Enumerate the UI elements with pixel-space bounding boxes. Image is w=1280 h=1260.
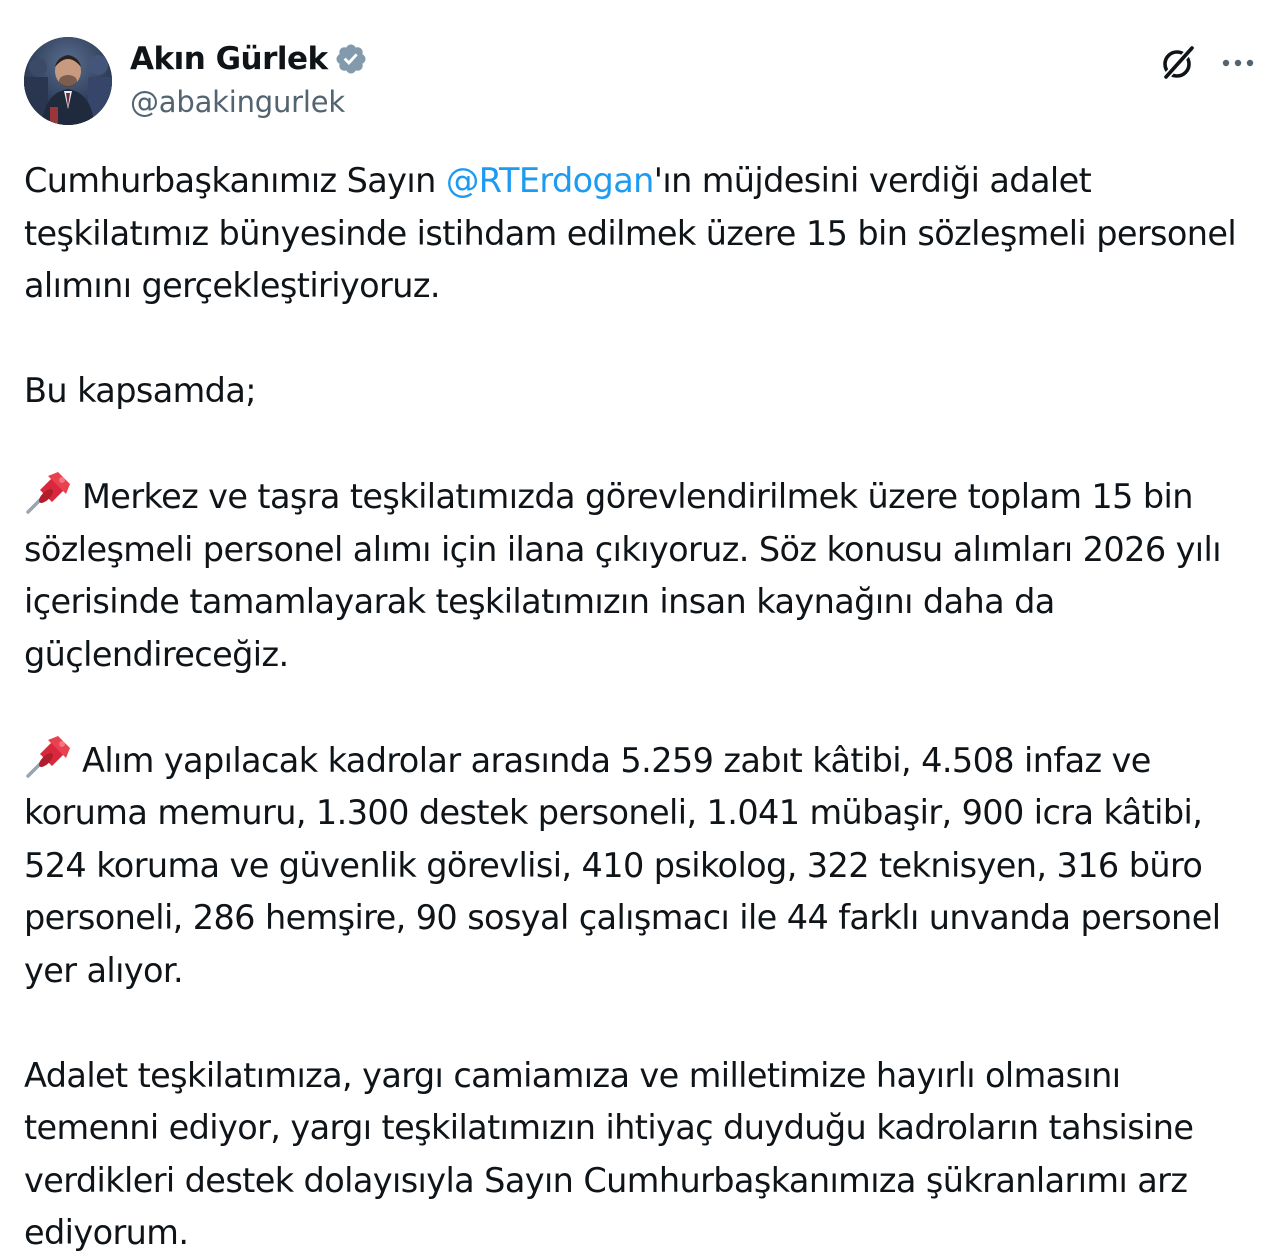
- tweet-paragraph: [24, 734, 1264, 998]
- tweet-header: [24, 37, 1256, 127]
- text-segment: Cumhurbaşkanımız Sayın: [24, 161, 446, 200]
- mention-link[interactable]: @RTErdogan: [445, 161, 654, 200]
- tweet-paragraph: [24, 470, 1264, 681]
- paragraph-gap: [24, 313, 1264, 366]
- display-name[interactable]: Akın Gürlek: [130, 41, 328, 77]
- verified-badge-icon: [334, 42, 368, 76]
- text-segment: Merkez ve taşra teşkilatımızda görevlendirilmek üzere toplam 15 bin sözleşmeli personel alımı için ilana çıkıyoruz. Söz konusu alımları 2026 yılı içerisinde tamamlayarak teşkilatımızın insan kaynağını daha da güçlendireceğiz.: [24, 477, 1221, 674]
- pushpin-icon: [24, 734, 72, 778]
- more-options-icon[interactable]: [1220, 49, 1256, 77]
- author-info: [130, 39, 368, 119]
- tweet-paragraph: [24, 155, 1264, 313]
- tweet-paragraph: Adalet teşkilatımıza, yargı camiamıza ve milletimize hayırlı olmasını temenni ediyor, yargı teşkilatımızın ihtiyaç duyduğu kadroların tahsisine verdikleri destek dolayısıyla Sayın Cumhurbaşkanımıza şükranlarımı arz ediyorum.: [24, 1055, 1194, 1252]
- paragraph-gap: [24, 418, 1264, 471]
- pushpin-icon: [24, 470, 72, 514]
- user-handle[interactable]: @abakingurlek: [130, 85, 345, 119]
- text-segment: 'ın müjdesini verdiği adalet teşkilatımız bünyesinde istihdam edilmek üzere 15 bin sözleşmeli personel alımını gerçekleştiriyoruz.: [24, 161, 1237, 305]
- avatar[interactable]: [24, 37, 112, 125]
- paragraph-gap: [24, 997, 1264, 1050]
- tweet-paragraph: Bu kapsamda;: [24, 371, 256, 410]
- tweet-text: [24, 155, 1264, 1260]
- text-segment: Alım yapılacak kadrolar arasında 5.259 zabıt kâtibi, 4.508 infaz ve koruma memuru, 1.300 destek personeli, 1.041 mübaşir, 900 icra kâtibi, 524 koruma ve güvenlik görevlisi, 410 psikolog, 322 teknisyen, 316 büro personeli, 286 hemşire, 90 sosyal çalışmacı ile 44 farklı unvanda personel yer alıyor.: [24, 740, 1221, 990]
- paragraph-gap: [24, 681, 1264, 734]
- grok-icon[interactable]: [1158, 43, 1198, 83]
